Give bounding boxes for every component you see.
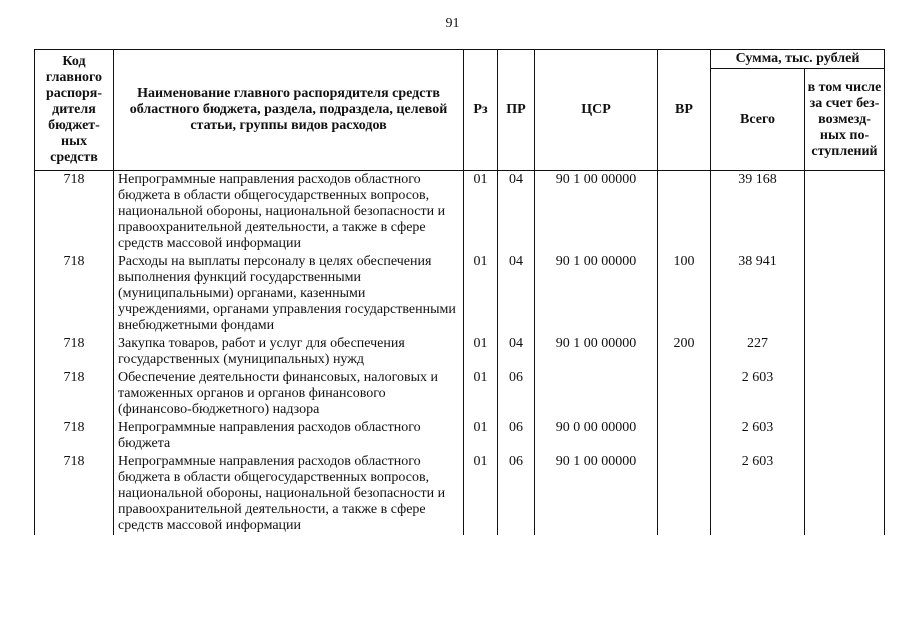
page-number: 91: [445, 16, 460, 31]
cell-name: Непрограммные направления расходов областного бюджета: [114, 419, 464, 453]
cell-csr: 90 1 00 00000: [535, 253, 658, 335]
cell-name: Расходы на выплаты персоналу в целях обеспечения выполнения функций государственными (муниципальными) органами, казенными учреждениями, органами управления государственными внебюджетными фондами: [114, 253, 464, 335]
table-row: [35, 171, 885, 254]
table-row: [35, 253, 885, 335]
cell-csr: 90 1 00 00000: [535, 335, 658, 369]
header-sum-group: Сумма, тыс. рублей: [711, 50, 885, 69]
cell-pr: 04: [498, 253, 535, 335]
cell-vr: 200: [658, 335, 711, 369]
table-row: [35, 453, 885, 535]
cell-total: 39 168: [711, 171, 805, 254]
cell-rz: 01: [464, 253, 498, 335]
cell-nonrepaid: [805, 453, 885, 535]
header-rz: Рз: [464, 50, 498, 171]
cell-code: 718: [35, 419, 114, 453]
header-total: Всего: [711, 69, 805, 171]
cell-code: 718: [35, 253, 114, 335]
cell-pr: 06: [498, 453, 535, 535]
cell-pr: 06: [498, 419, 535, 453]
cell-code: 718: [35, 171, 114, 254]
cell-csr: 90 1 00 00000: [535, 453, 658, 535]
cell-nonrepaid: [805, 335, 885, 369]
budget-table: [34, 49, 885, 535]
cell-total: 38 941: [711, 253, 805, 335]
cell-total: 2 603: [711, 369, 805, 419]
cell-total: 227: [711, 335, 805, 369]
cell-vr: [658, 419, 711, 453]
cell-rz: 01: [464, 419, 498, 453]
cell-nonrepaid: [805, 253, 885, 335]
cell-total: 2 603: [711, 419, 805, 453]
table-body: [35, 171, 885, 536]
cell-rz: 01: [464, 369, 498, 419]
cell-csr: 90 1 00 00000: [535, 171, 658, 254]
table-row: [35, 369, 885, 419]
table-header: [35, 50, 885, 171]
cell-code: 718: [35, 453, 114, 535]
cell-rz: 01: [464, 453, 498, 535]
cell-vr: [658, 453, 711, 535]
cell-vr: [658, 171, 711, 254]
cell-name: Обеспечение деятельности финансовых, налоговых и таможенных органов и органов финансового (финансово-бюджетного) надзора: [114, 369, 464, 419]
header-nonrepaid: в том числе за счет без-возмезд-ных по-ступлений: [805, 69, 885, 171]
cell-code: 718: [35, 369, 114, 419]
cell-nonrepaid: [805, 419, 885, 453]
header-vr: ВР: [658, 50, 711, 171]
cell-name: Закупка товаров, работ и услуг для обеспечения государственных (муниципальных) нужд: [114, 335, 464, 369]
header-csr: ЦСР: [535, 50, 658, 171]
cell-vr: 100: [658, 253, 711, 335]
cell-nonrepaid: [805, 369, 885, 419]
cell-pr: 04: [498, 335, 535, 369]
cell-vr: [658, 369, 711, 419]
cell-rz: 01: [464, 171, 498, 254]
header-pr: ПР: [498, 50, 535, 171]
cell-total: 2 603: [711, 453, 805, 535]
cell-csr: [535, 369, 658, 419]
cell-nonrepaid: [805, 171, 885, 254]
table-row: [35, 419, 885, 453]
header-name: Наименование главного распорядителя средств областного бюджета, раздела, подраздела, целевой статьи, группы видов расходов: [114, 50, 464, 171]
cell-pr: 04: [498, 171, 535, 254]
cell-name: Непрограммные направления расходов областного бюджета в области общегосударственных вопросов, национальной обороны, национальной безопасности и правоохранительной деятельности, а также в сфере средств массовой информации: [114, 171, 464, 254]
cell-csr: 90 0 00 00000: [535, 419, 658, 453]
table-row: [35, 335, 885, 369]
cell-name: Непрограммные направления расходов областного бюджета в области общегосударственных вопросов, национальной обороны, национальной безопасности и правоохранительной деятельности, а также в сфере средств массовой информации: [114, 453, 464, 535]
header-code: Код главного распоря-дителя бюджет-ных средств: [35, 50, 114, 171]
cell-rz: 01: [464, 335, 498, 369]
cell-pr: 06: [498, 369, 535, 419]
cell-code: 718: [35, 335, 114, 369]
